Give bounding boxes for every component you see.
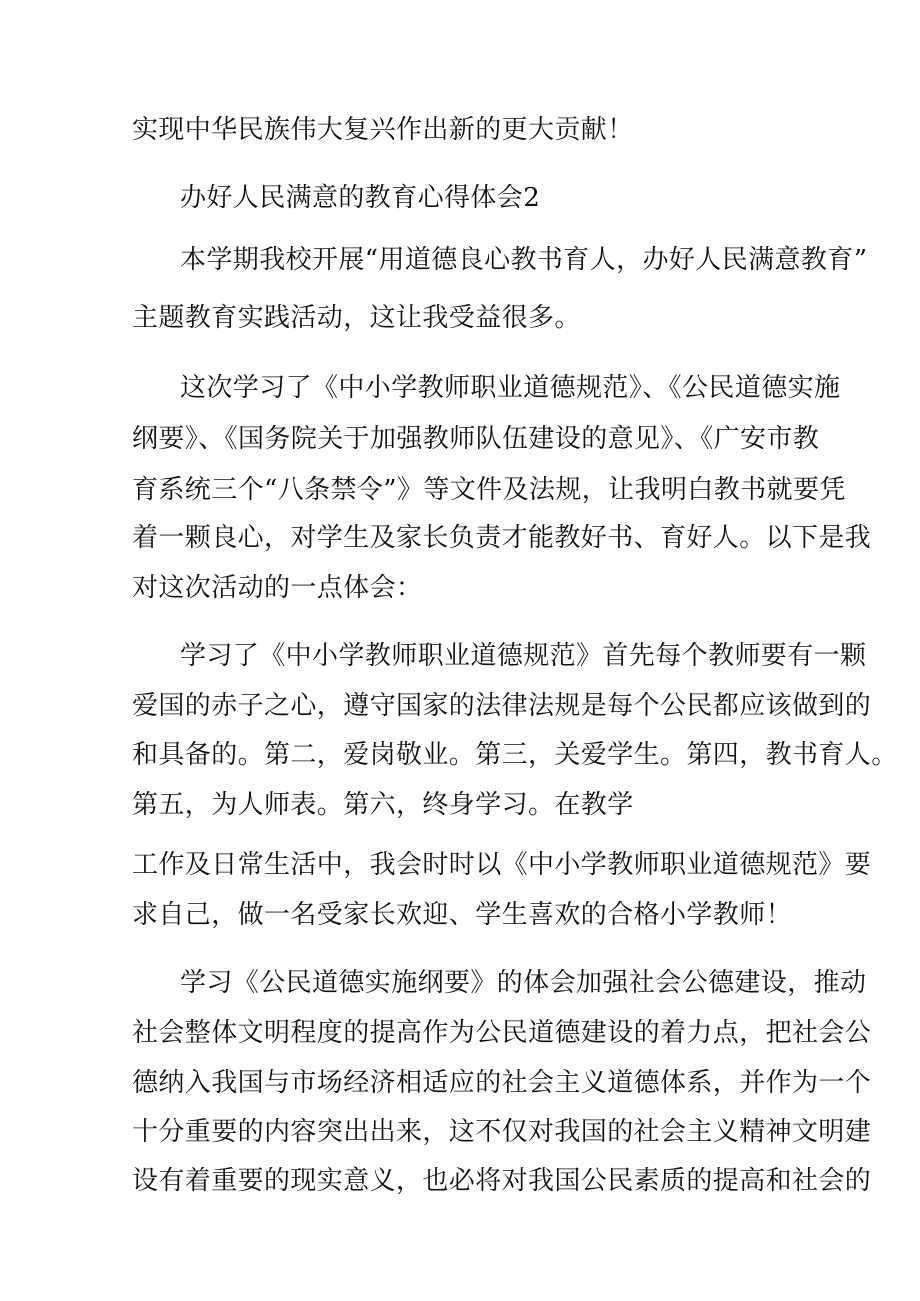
text-line: 育系统三个“八条禁令”》等文件及法规，让我明白教书就要凭 [132,475,846,505]
text-line: 工作及日常生活中，我会时时以《中小学教师职业道德规范》要 [132,850,872,880]
text-line: 社会整体文明程度的提高作为公民道德建设的着力点，把社会公 [132,1018,872,1048]
text-line: 和具备的。第二，爱岗敬业。第三，关爱学生。第四，教书育人。 [132,740,898,770]
text-line: 本学期我校开展“用道德良心教书育人，办好人民满意教育” [180,245,868,275]
text-line: 纲要》、《国务院关于加强教师队伍建设的意见》、《广安市教 [132,424,820,454]
text-line: 对这次活动的一点体会： [132,573,423,603]
text-line: 着一颗良心，对学生及家长负责才能教好书、育好人。以下是我 [132,523,872,553]
text-line: 德纳入我国与市场经济相适应的社会主义道德体系，并作为一个 [132,1068,872,1098]
section-title: 办好人民满意的教育心得体会2 [180,183,541,213]
text-line: 学习《公民道德实施纲要》的体会加强社会公德建设，推动 [180,968,867,998]
text-line: 主题教育实践活动，这让我受益很多。 [132,303,581,333]
text-line: 实现中华民族伟大复兴作出新的更大贡献！ [132,115,634,145]
text-line: 求自己，做一名受家长欢迎、学生喜欢的合格小学教师！ [132,900,793,930]
text-line: 学习了《中小学教师职业道德规范》首先每个教师要有一颗 [180,641,867,671]
text-line: 第五，为人师表。第六，终身学习。在教学 [132,790,634,820]
text-line: 十分重要的内容突出出来，这不仅对我国的社会主义精神文明建 [132,1117,872,1147]
text-line: 设有着重要的现实意义，也必将对我国公民素质的提高和社会的 [132,1166,872,1196]
text-line: 爱国的赤子之心，遵守国家的法律法规是每个公民都应该做到的 [132,691,872,721]
text-line: 这次学习了《中小学教师职业道德规范》、《公民道德实施 [180,373,841,403]
